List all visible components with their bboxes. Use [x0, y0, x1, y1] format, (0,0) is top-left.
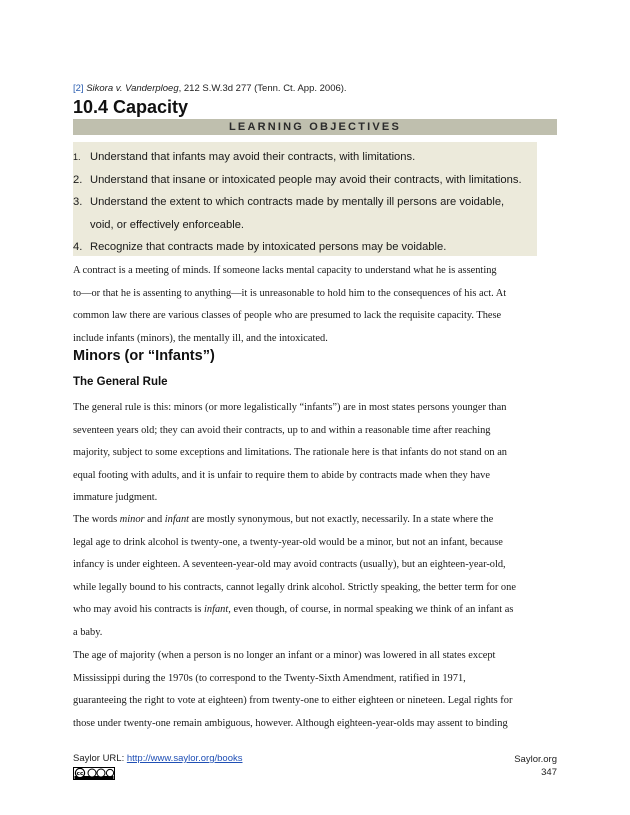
objective-item [73, 146, 543, 169]
objective-item-continuation [73, 214, 543, 237]
intro-paragraph [73, 260, 557, 350]
text-line [73, 509, 557, 532]
majority-paragraph [73, 645, 557, 735]
objective-text: Recognize that contracts made by intoxicated persons may be voidable. [90, 241, 447, 253]
creative-commons-license-icon[interactable] [73, 767, 115, 780]
text-line: a baby. [73, 626, 103, 638]
footer-source [73, 753, 243, 764]
objective-number: 1. [73, 152, 81, 162]
text-line: to—or that he is assenting to anything—it is unreasonable to hold him to the consequences of his act. At [73, 287, 507, 299]
text-line: common law there are various classes of people who are presumed to lack the requisite capacity. These [73, 310, 502, 322]
objective-item [73, 236, 543, 259]
emphasis-infant: infant [204, 604, 229, 616]
objective-number [73, 214, 90, 237]
text-line: guaranteeing the right to vote at eighteen) from twenty-one to either eighteen or nineteen. Legal rights for [73, 695, 513, 707]
emphasis-minor: minor [119, 514, 145, 525]
objective-item [73, 169, 543, 192]
footer-site: Saylor.org [514, 754, 557, 765]
learning-objectives-list [73, 146, 543, 259]
objective-text: Understand the extent to which contracts made by mentally ill persons are voidable, [90, 196, 505, 208]
badge-cc-text: cc [76, 771, 84, 778]
text-line: include infants (minors), the mentally ill, and the intoxicated. [73, 332, 328, 344]
text-run: who may avoid his contracts is [73, 604, 205, 616]
footnote-case-name: Sikora v. Vanderploeg [86, 83, 179, 94]
footnote [73, 83, 347, 94]
words-paragraph [73, 509, 557, 645]
text-line: immature judgment. [73, 492, 158, 504]
footer-url-label: Saylor URL: [73, 753, 127, 764]
text-line: A contract is a meeting of minds. If someone lacks mental capacity to understand what he is assenting [73, 265, 497, 276]
text-line [73, 599, 557, 622]
objective-number: 2. [73, 173, 83, 186]
emphasis-infant: infant [164, 514, 190, 525]
text-line: Mississippi during the 1970s (to correspond to the Twenty-Sixth Amendment, ratified in 1971, [73, 672, 466, 684]
objective-text: Understand that infants may avoid their contracts, with limitations. [90, 151, 416, 163]
text-line: while legally bound to his contracts, cannot legally drink alcohol. Strictly speaking, the better term for one [73, 581, 516, 593]
text-run: The words [73, 514, 120, 525]
text-run: , even though, of course, in normal speaking we think of an infant as [228, 604, 514, 616]
text-line: majority, subject to some exceptions and limitations. The rationale here is that infants do not stand on an [73, 447, 508, 459]
minors-heading: Minors (or “Infants”) [73, 348, 215, 364]
text-run: and [144, 514, 165, 525]
text-line: infancy is under eighteen. A seventeen-year-old may avoid contracts (usually), but an eighteen-year-old, [73, 559, 506, 571]
page-number: 347 [541, 767, 557, 778]
text-line: equal footing with adults, and it is unfair to require them to abide by contracts made when they have [73, 469, 490, 481]
objective-text: Understand that insane or intoxicated people may avoid their contracts, with limitations. [90, 173, 522, 186]
learning-objectives-heading: LEARNING OBJECTIVES [73, 119, 557, 135]
footnote-ref-link[interactable]: [2] [73, 83, 84, 94]
objective-number: 3. [73, 196, 83, 208]
text-line: those under twenty-one remain ambiguous, however. Although eighteen-year-olds may assent to binding [73, 717, 508, 729]
footnote-citation: , 212 S.W.3d 277 (Tenn. Ct. App. 2006). [178, 83, 347, 94]
general-rule-heading: The General Rule [73, 376, 168, 388]
text-line: seventeen years old; they can avoid their contracts, up to and within a reasonable time after reaching [73, 424, 491, 436]
text-line: The general rule is this: minors (or more legalistically “infants”) are in most states persons younger than [73, 402, 507, 413]
objective-text: void, or effectively enforceable. [90, 218, 245, 231]
footer-page-info [514, 753, 557, 779]
text-line: legal age to drink alcohol is twenty-one, a twenty-year-old would be a minor, but not an infant, because [73, 536, 503, 548]
objective-number: 4. [73, 241, 83, 253]
footer-url-link[interactable]: http://www.saylor.org/books [126, 753, 243, 764]
section-title: 10.4 Capacity [73, 97, 189, 117]
general-rule-paragraph [73, 397, 557, 510]
text-run: are mostly synonymous, but not exactly, necessarily. In a state where the [189, 514, 494, 525]
objective-item [73, 191, 543, 214]
text-line: The age of majority (when a person is no longer an infant or a minor) was lowered in all states except [73, 650, 496, 661]
